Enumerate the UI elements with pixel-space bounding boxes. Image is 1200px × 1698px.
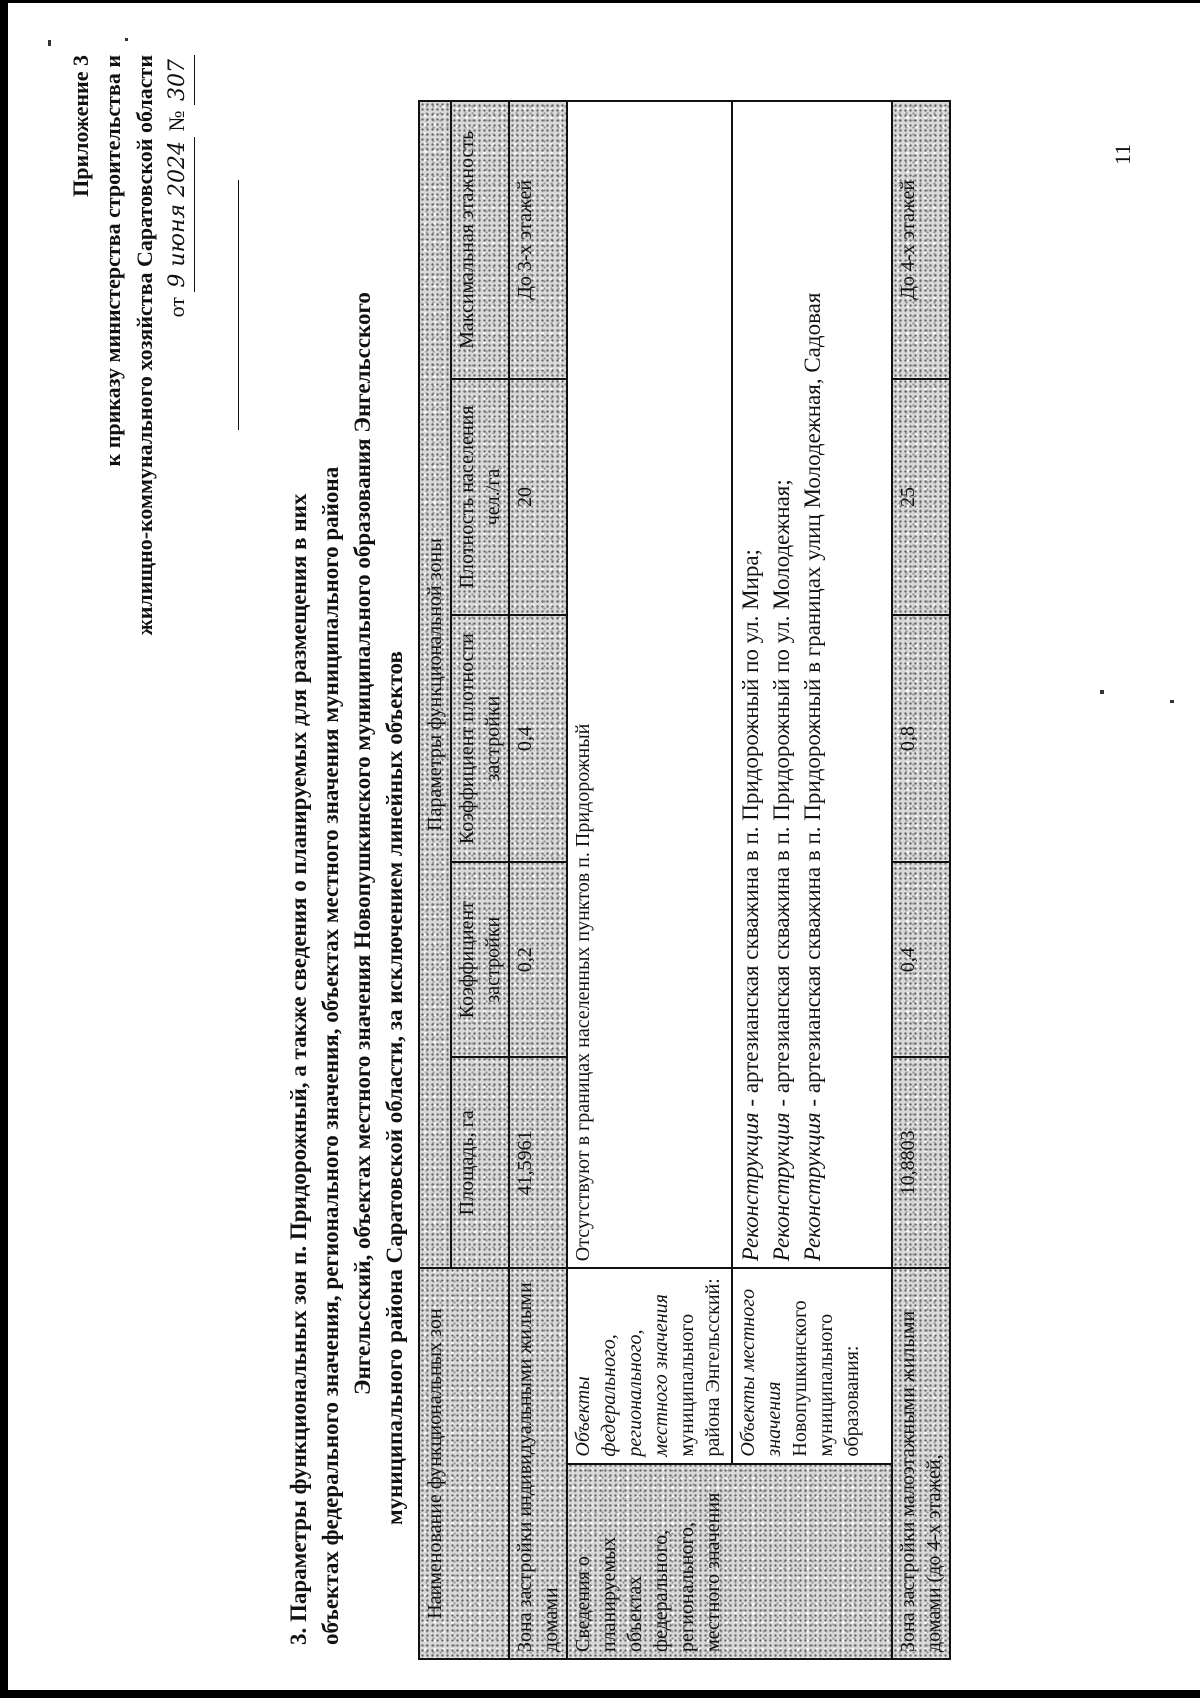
section-heading-line-4: муниципального района Саратовской области, за исключением линейных объектов <box>382 651 407 1525</box>
object-category: Объекты федерального, регионального, местного значения <box>572 1294 672 1457</box>
density-coef-cell: 0,4 <box>509 615 567 862</box>
build-coef-cell: 0,2 <box>509 862 567 1057</box>
rotated-document-page <box>35 35 1155 1675</box>
population-density-cell: 25 <box>892 379 950 616</box>
table-row <box>892 101 950 1659</box>
zone-name-cell: Зона застройки индивидуальными жилыми домами <box>509 1268 567 1659</box>
header-zone-name: Наименование функциональных зон <box>419 1268 509 1659</box>
object-text: - артезианская скважина в п. Придорожный в границах улиц Молодежная, Садовая <box>800 292 825 1107</box>
max-floors-cell: До 4-х этажей <box>892 101 950 379</box>
object-description-cell: Отсутствуют в границах населенных пунктов п. Придорожный <box>567 101 732 1268</box>
object-category-tail: Новопушкинского муниципального образования: <box>789 1300 863 1457</box>
area-cell: 10,8803 <box>892 1057 950 1268</box>
column-header: Максимальная этажность <box>451 101 509 379</box>
object-action: Реконструкция <box>800 1112 825 1262</box>
section-heading <box>283 205 411 1645</box>
order-date-line <box>161 55 195 635</box>
appendix-header <box>65 55 195 635</box>
build-coef-cell: 0,4 <box>892 862 950 1057</box>
population-density-cell: 20 <box>509 379 567 616</box>
table-row <box>509 101 567 1659</box>
list-item <box>735 108 766 1261</box>
max-floors-cell: До 3-х этажей <box>509 101 567 379</box>
object-category-tail: муниципального района Энгельсский: <box>676 1278 724 1457</box>
appendix-title: Приложение 3 <box>68 55 93 197</box>
table-row <box>732 101 892 1659</box>
handwritten-number: 307 <box>162 55 195 105</box>
table-row <box>567 101 732 1659</box>
column-header: Коэффициент застройки <box>451 862 509 1057</box>
section-heading-line-2: объектах федерального значения, регионального значения, объектах местного значения муниципального района <box>318 466 343 1645</box>
section-heading-line-1: 3. Параметры функциональных зон п. Придорожный, а также сведения о планируемых для размещения в них <box>286 493 311 1645</box>
date-prefix: от <box>164 297 189 318</box>
number-prefix: № <box>164 110 189 132</box>
scan-edge-left <box>0 0 8 1698</box>
list-item <box>766 108 797 1261</box>
object-description-cell <box>732 101 892 1268</box>
scan-speck <box>1170 700 1174 703</box>
scan-edge-bottom <box>0 1690 1200 1698</box>
handwritten-date: 9 июня 2024 <box>162 137 195 292</box>
object-text: - артезианская скважина в п. Придорожный по ул. Мира; <box>738 549 763 1107</box>
object-category-cell <box>732 1268 892 1463</box>
header-params-group: Параметры функциональной зоны <box>419 101 451 1268</box>
scan-edge-top <box>0 0 1200 3</box>
order-line-2: жилищно-коммунального хозяйства Саратовской области <box>132 55 157 636</box>
object-action: Реконструкция <box>769 1112 794 1262</box>
table-header-row <box>419 101 451 1659</box>
object-category-cell <box>567 1268 732 1463</box>
order-line-1: к приказу министерства строительства и <box>100 55 125 467</box>
zones-parameters-table <box>418 100 951 1660</box>
zone-name-cell: Зона застройки малоэтажными жилыми домами (до 4-х этажей, <box>892 1268 950 1659</box>
planned-objects-label: Сведения о планируемых объектах федерального, регионального, местного значения <box>567 1464 892 1659</box>
density-coef-cell: 0,8 <box>892 615 950 862</box>
list-item <box>797 108 828 1261</box>
object-category: Объекты местного значения <box>737 1288 785 1457</box>
header-separator-line <box>238 180 239 430</box>
page-number: 11 <box>1110 143 1135 165</box>
object-action: Реконструкция <box>738 1112 763 1262</box>
column-header: Коэффициент плотности застройки <box>451 615 509 862</box>
column-header: Плотность населения чел./га <box>451 379 509 616</box>
area-cell: 41,5961 <box>509 1057 567 1268</box>
column-header: Площадь, га <box>451 1057 509 1268</box>
section-heading-line-3: Энгельсский, объектах местного значения Новопушкинского муниципального образования Энгельсского <box>350 292 375 1395</box>
object-text: - артезианская скважина в п. Придорожный по ул. Молодежная; <box>769 479 794 1107</box>
